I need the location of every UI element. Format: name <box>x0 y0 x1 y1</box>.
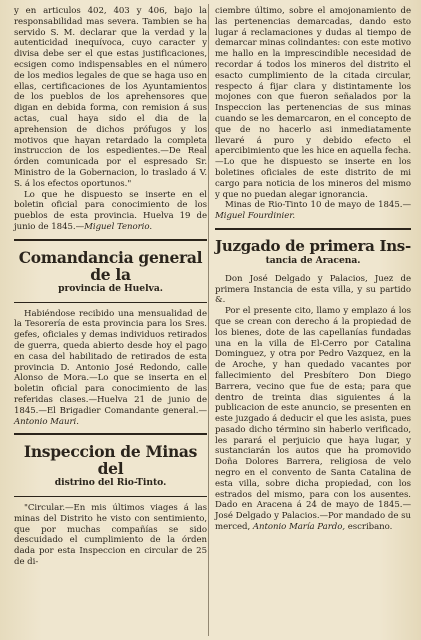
paragraph: Don José Delgado y Palacios, Juez de primera Instancia de esta villa, y su partido &. <box>215 273 411 306</box>
section-heading: Juzgado de primera Ins- <box>215 236 411 255</box>
paragraph <box>215 306 411 533</box>
section-subheading: distrino del Rio-Tinto. <box>54 477 167 489</box>
signature: Miguel Tenorio. <box>84 221 153 232</box>
section-subheading: provincia de Huelva. <box>58 282 163 294</box>
paragraph: ciembre último, sobre el amojonamiento de las pertenencias demarcadas, dando esto lugar á reclamaciones y dudas al tiempo de demarcar minas colindantes: con este motivo me hallo en la imprescindible necesidad de recordar á todos los mineros del distrito el esacto cumplimiento de la citada circular, respecto á fijar clara y distintamente los mojones con que fueron señalados por la Inspeccion las pertenencias de sus minas cuando se les demarcaron, en el concepto de que de no hacerlo asi inmediatamente llevaré á puro y debido efecto el apercibimiento que les hice en aquella fecha.—Lo que he dispuesto se inserte en los boletines oficiales de este distrito de mi cargo para noticia de los mineros del mismo y que no puedan alegar ignorancia. <box>215 6 411 200</box>
section-heading: Inspeccion de Minas del <box>23 442 198 479</box>
section-heading: Comandancia general de la <box>18 247 203 284</box>
paragraph <box>14 309 207 428</box>
paragraph <box>14 190 207 233</box>
heading-rule <box>14 496 207 497</box>
paragraph-text: Lo que he dispuesto se inserte en el boletin oficial para conocimiento de los pueblos de esta provincia. Huelva 19 de junio de 1845.— <box>14 189 207 232</box>
heading-rule <box>14 302 207 303</box>
right-column <box>215 6 411 533</box>
paragraph <box>215 200 411 222</box>
paragraph-text: Habiéndose recibido una mensualidad de la Tesorería de esta provincia para los Sres. gefes, oficiales y demas individuos retirados de guerra, queda abierto desde hoy el pago en casa del habilitado de retirados de esta provincia D. Antonio José Redondo, calle Alonso de Mora.—Lo que se inserta en el boletin oficial para conocimiento de las referidas clases.—Huelva 21 de junio de 1845.—El Brigadier Comandante general.— <box>14 308 207 416</box>
left-column <box>14 6 207 568</box>
column-divider <box>208 4 209 636</box>
paragraph: y en articulos 402, 403 y 406, bajo la responsabilidad mas severa. Tambien se ha servido S. M. declarar que la verdad y la autenticidad inequívoca, cuyo caracter y divisa debe ser el que estas justificaciones, ecsigen como indispensables en el número de los medios legales de que se haga uso en ellas, certificaciones de los Ayuntamientos de los pueblos de los aprehensores que digan en debida forma, con remision á sus actas, cual haya sido el dia de la aprehension de dichos prófugos y los motivos que hayan retardado la completa instruccion de los espedientes.—De Real órden comunicada por el espresado Sr. Ministro de la Gobernacion, lo traslado á V. S. á los efectos oportunos." <box>14 6 207 189</box>
section-rule <box>215 228 411 230</box>
paragraph: "Circular.—En mis últimos viages á las minas del Distrito he visto con sentimiento, que por muchas compañías se sido descuidado el cumplimiento de la órden dada por esta Inspeccion en circular de 25 de di- <box>14 503 207 568</box>
signature: Antonio María Pardo, <box>252 522 346 533</box>
paragraph-text: Minas de Rio-Tinto 10 de mayo de 1845.— <box>225 200 411 211</box>
section-rule <box>14 239 207 241</box>
signature: Miguel Fourdinier. <box>215 211 296 222</box>
section-rule <box>14 433 207 435</box>
paragraph-text: escribano. <box>345 522 393 533</box>
section-subheading: tancia de Aracena. <box>265 254 361 266</box>
signature: Antonio Mauri. <box>14 416 79 427</box>
paragraph-text: Por el presente cito, llamo y emplazo á los que se crean con derecho á la propiedad de los bienes, dote de las capellanías fundadas una en la villa de El-Cerro por Catalina Dominguez, y otra por Pedro Vazquez, en la de Aroche, y han quedado vacantes por fallecimiento del Presbítero Don Diego Barrera, vecino que fue de esta; para que dentro de treinta dias siguientes á la publicacion de este anuncio, se presenten en este juzgado á deducir el que les asista, pues pasado dicho término sin haberlo verificado, les parará el perjuicio que haya lugar, y sustanciarán los autos que ha promovido Doña Dolores Barrera, religiosa de velo negro en el convento de Santa Catalina de esta villa, sobre dicha propiedad, con los estrados del mismo, para con los ausentes. Dado en Aracena á 24 de mayo de 1845.—José Delgado y Palacios.—Por mandado de su merced, <box>215 306 411 533</box>
